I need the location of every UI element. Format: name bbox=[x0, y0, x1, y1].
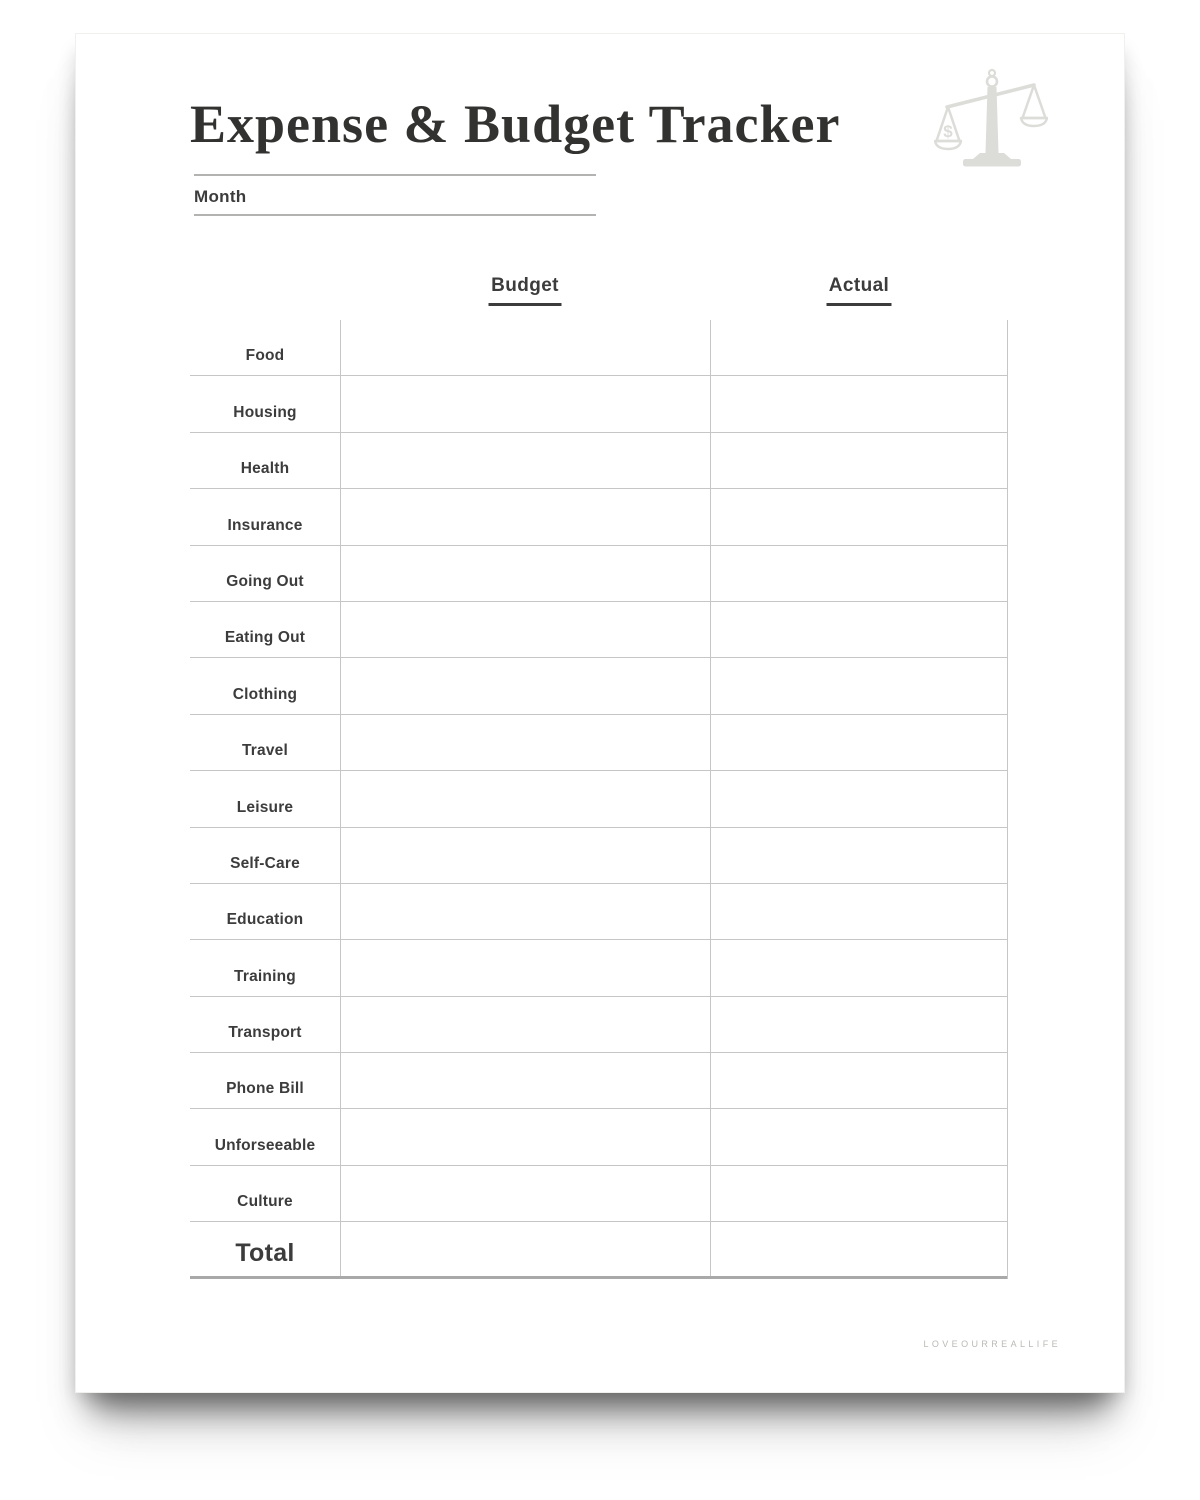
actual-cell bbox=[710, 940, 1008, 995]
row-label: Travel bbox=[241, 742, 288, 760]
row-label: Health bbox=[240, 460, 290, 478]
table-row bbox=[190, 433, 1007, 489]
total-row bbox=[190, 1222, 1007, 1278]
budget-cell bbox=[340, 771, 710, 826]
actual-cell bbox=[710, 320, 1008, 375]
actual-cell bbox=[710, 658, 1008, 713]
row-label: Going Out bbox=[226, 572, 304, 590]
actual-cell bbox=[710, 828, 1008, 883]
actual-cell bbox=[710, 884, 1008, 939]
actual-cell bbox=[710, 715, 1008, 770]
budget-cell bbox=[340, 320, 710, 375]
balance-scale-icon bbox=[934, 68, 1048, 170]
total-budget-cell bbox=[340, 1222, 710, 1275]
actual-cell bbox=[710, 546, 1008, 601]
actual-cell bbox=[710, 1053, 1008, 1108]
table-row bbox=[190, 884, 1007, 940]
row-label: Unforseeable bbox=[214, 1136, 316, 1154]
actual-cell bbox=[710, 602, 1008, 657]
row-label: Eating Out bbox=[224, 629, 306, 647]
row-label: Food bbox=[245, 347, 285, 365]
table-row bbox=[190, 1109, 1007, 1165]
budget-cell bbox=[340, 602, 710, 657]
budget-cell bbox=[340, 1166, 710, 1221]
column-header-actual bbox=[827, 275, 892, 306]
month-line-top bbox=[194, 174, 596, 176]
budget-cell bbox=[340, 1109, 710, 1164]
table-row bbox=[190, 546, 1007, 602]
actual-cell bbox=[710, 1166, 1008, 1221]
budget-header-label: Budget bbox=[491, 275, 559, 296]
row-label: Insurance bbox=[227, 516, 303, 534]
actual-cell bbox=[710, 771, 1008, 826]
table-row bbox=[190, 940, 1007, 996]
table-row bbox=[190, 771, 1007, 827]
table-row bbox=[190, 320, 1007, 376]
month-fill-line bbox=[194, 214, 596, 216]
total-actual-cell bbox=[710, 1222, 1008, 1275]
budget-cell bbox=[340, 376, 710, 431]
budget-header-underline bbox=[489, 303, 562, 306]
budget-cell bbox=[340, 433, 710, 488]
page-title: Expense & Budget Tracker bbox=[190, 94, 841, 154]
brand-watermark: LOVEOURREALLIFE bbox=[923, 1339, 1061, 1349]
column-header-budget bbox=[489, 275, 562, 306]
total-label: Total bbox=[235, 1238, 295, 1267]
actual-cell bbox=[710, 997, 1008, 1052]
actual-header-underline bbox=[827, 303, 892, 306]
actual-header-label: Actual bbox=[828, 275, 890, 296]
budget-table-rows bbox=[190, 320, 1007, 1222]
table-row bbox=[190, 715, 1007, 771]
row-label: Leisure bbox=[236, 798, 294, 816]
tracker-page bbox=[75, 33, 1125, 1393]
budget-table bbox=[190, 320, 1008, 1279]
row-label: Self-Care bbox=[230, 854, 300, 872]
table-row bbox=[190, 658, 1007, 714]
row-label: Housing bbox=[233, 403, 297, 421]
budget-cell bbox=[340, 828, 710, 883]
table-row bbox=[190, 602, 1007, 658]
budget-cell bbox=[340, 997, 710, 1052]
month-label: Month bbox=[194, 187, 247, 206]
table-row bbox=[190, 376, 1007, 432]
budget-cell bbox=[340, 940, 710, 995]
table-row bbox=[190, 1053, 1007, 1109]
budget-cell bbox=[340, 546, 710, 601]
row-label: Training bbox=[234, 967, 296, 985]
actual-cell bbox=[710, 1109, 1008, 1164]
actual-cell bbox=[710, 489, 1008, 544]
table-row bbox=[190, 997, 1007, 1053]
table-row bbox=[190, 828, 1007, 884]
row-label: Culture bbox=[237, 1193, 293, 1211]
actual-cell bbox=[710, 433, 1008, 488]
budget-cell bbox=[340, 658, 710, 713]
budget-cell bbox=[340, 489, 710, 544]
table-row bbox=[190, 1166, 1007, 1222]
row-label: Transport bbox=[228, 1024, 302, 1042]
row-label: Clothing bbox=[232, 685, 298, 703]
budget-cell bbox=[340, 1053, 710, 1108]
budget-cell bbox=[340, 884, 710, 939]
actual-cell bbox=[710, 376, 1008, 431]
row-label: Phone Bill bbox=[226, 1080, 304, 1098]
budget-cell bbox=[340, 715, 710, 770]
table-row bbox=[190, 489, 1007, 545]
row-label: Education bbox=[226, 911, 304, 929]
svg-text:$: $ bbox=[943, 122, 953, 141]
